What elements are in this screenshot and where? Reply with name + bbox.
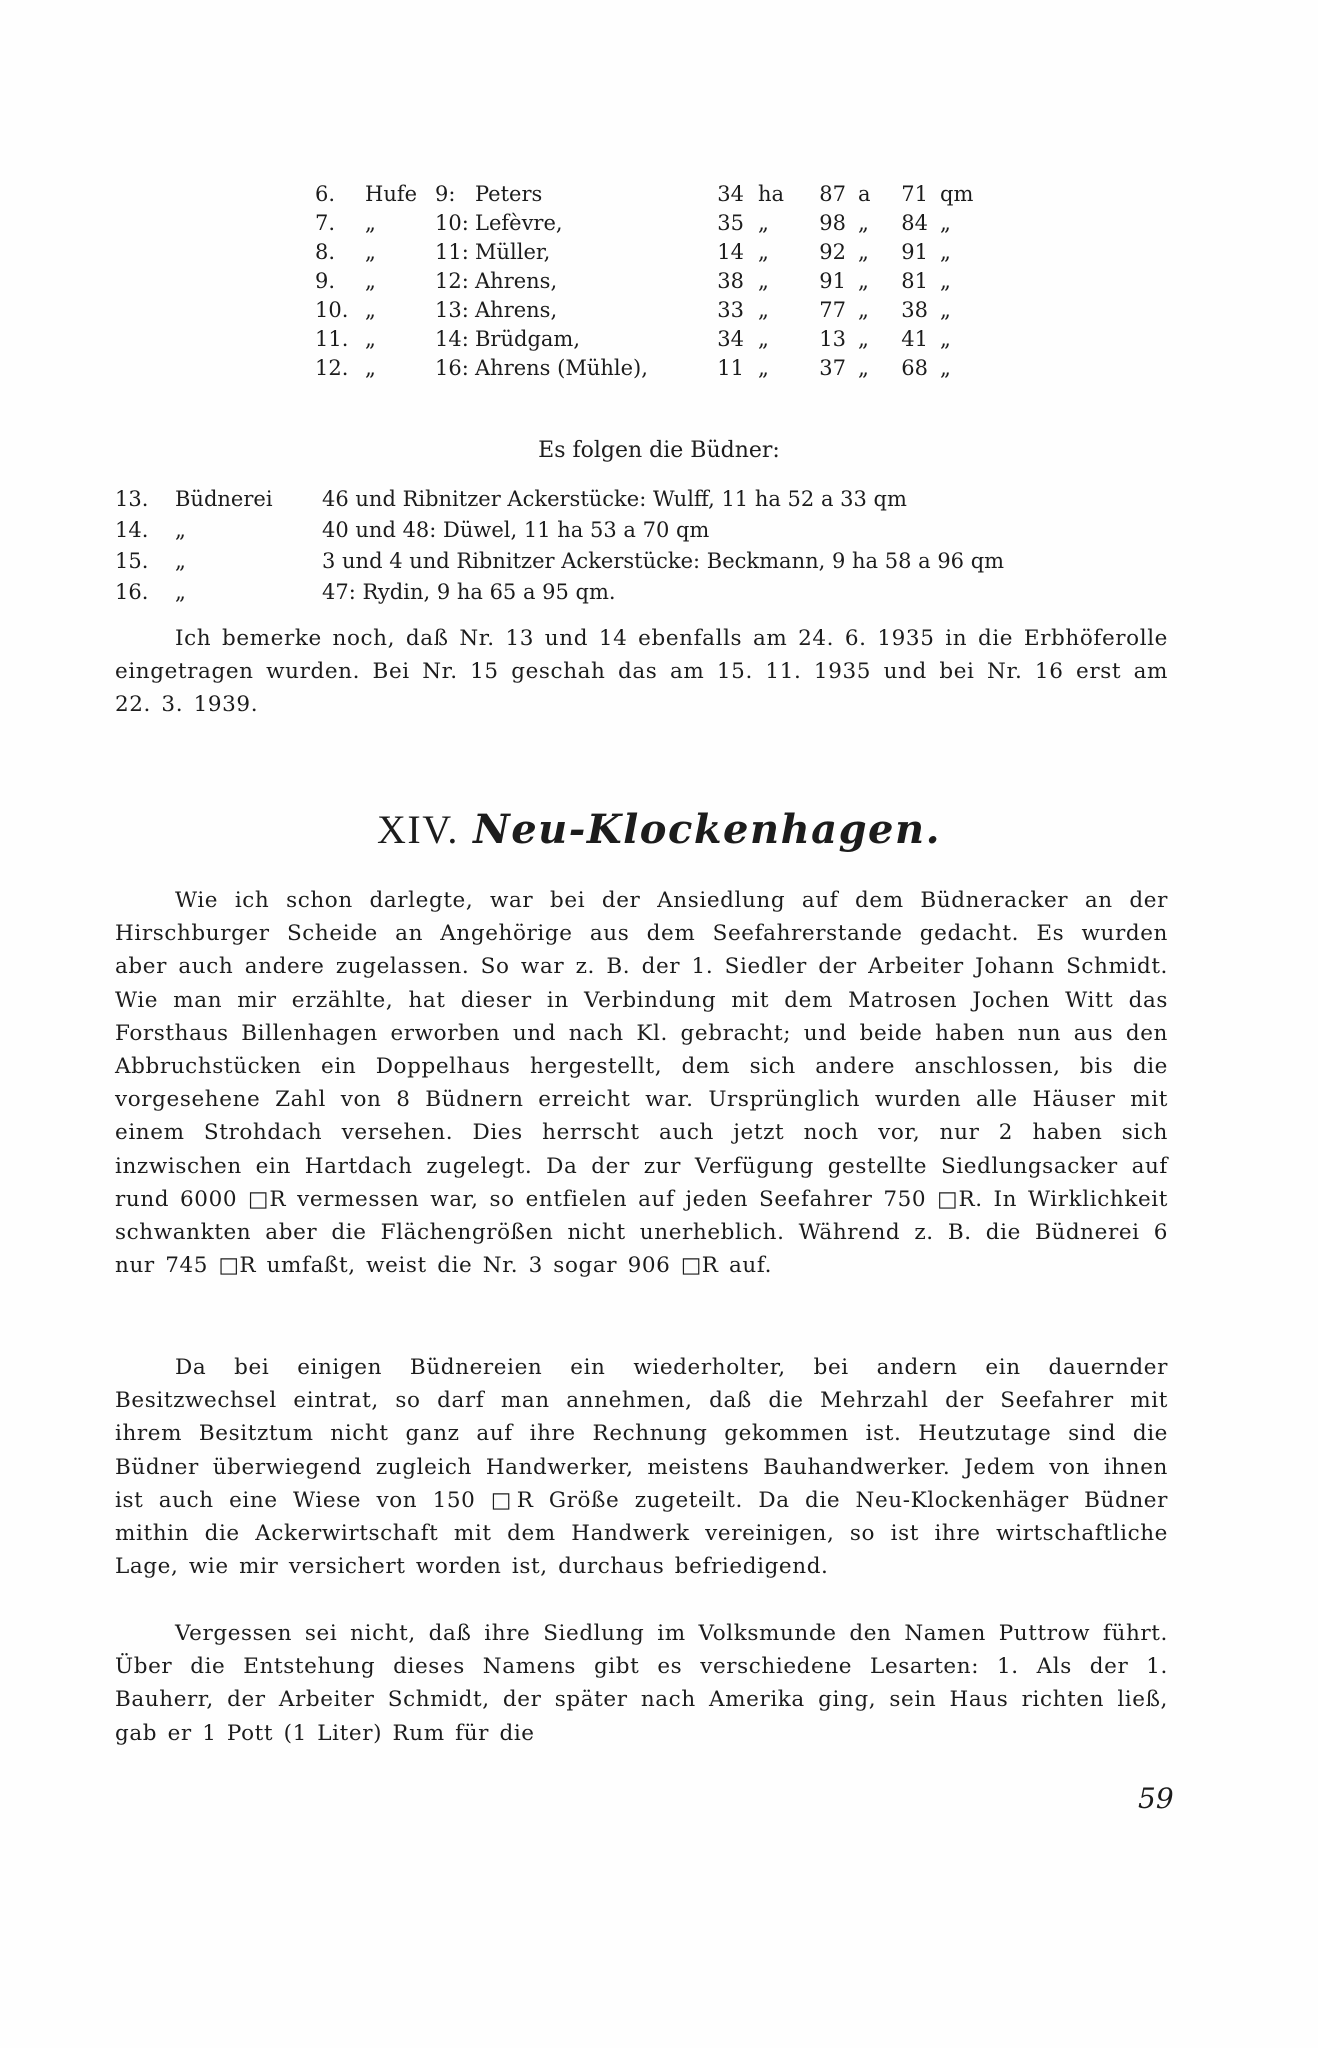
buedner-row (0, 546, 1318, 577)
body-paragraph-1: Wie ich schon darlegte, war bei der Ansiedlung auf dem Büdneracker an der Hirschburger Scheide an Angehörige aus dem Seefahrerstande gedacht. Es wurden aber auch andere zugelassen. So war z. B. der 1. Siedler der Arbeiter Johann Schmidt. Wie man mir erzählte, hat dieser in Verbindung mit dem Matrosen Jochen Witt das Forsthaus Billenhagen erworben und nach Kl. gebracht; und beide haben nun aus den Abbruchstücken ein Doppelhaus hergestellt, dem sich andere anschlossen, bis die vorgesehene Zahl von 8 Büdnern erreicht war. Ursprünglich wurden alle Häuser mit einem Strohdach versehen. Dies herrscht auch jetzt noch vor, nur 2 haben sich inzwischen ein Hartdach zugelegt. Da der zur Verfügung gestellte Siedlungsacker auf rund 6000 □R vermessen war, so entfielen auf jeden Seefahrer 750 □R. In Wirklichkeit schwankten aber die Flächengrößen nicht unerheblich. Während z. B. die Büdnerei 6 nur 745 □R umfaßt, weist die Nr. 3 sogar 906 □R auf. (115, 888, 1168, 1279)
buedner-heading: Es folgen die Büdner: (538, 438, 780, 463)
hufe-cell-hufe: „ (365, 211, 376, 235)
hufe-cell-qm: 91 (901, 240, 928, 264)
hufe-cell-nr: 14: (435, 327, 469, 351)
hufe-cell-ha-unit: „ (758, 327, 769, 351)
hufe-cell-qm-unit: „ (940, 211, 951, 235)
hufe-cell-ha-unit: „ (758, 356, 769, 380)
hufe-cell-a-unit: „ (858, 356, 869, 380)
body-paragraph-2: Da bei einigen Büdnereien ein wiederholter, bei andern ein dauernder Besitzwechsel eintrat, so darf man annehmen, daß die Mehrzahl der Seefahrer mit ihrem Besitztum nicht ganz auf ihre Rechnung gekommen ist. Heutzutage sind die Büdner überwiegend zugleich Handwerker, meistens Bauhandwerker. Jedem von ihnen ist auch eine Wiese von 150 □R Größe zugeteilt. Da die Neu-Klockenhäger Büdner mithin die Ackerwirtschaft mit dem Handwerk vereinigen, so ist ihre wirtschaftliche Lage, wie mir versichert worden ist, durchaus befriedigend. (115, 1355, 1168, 1580)
hufe-cell-qm-unit: „ (940, 356, 951, 380)
hufe-cell-no: 9. (315, 269, 336, 293)
hufe-cell-ha: 11 (717, 356, 744, 380)
hufe-cell-a: 13 (819, 327, 846, 351)
hufe-cell-ha-unit: „ (758, 269, 769, 293)
chapter-heading (0, 806, 1318, 853)
buedner-no: 14. (115, 518, 149, 542)
buedner-no: 13. (115, 487, 149, 511)
hufe-cell-a-unit: „ (858, 240, 869, 264)
hufe-cell-hufe: „ (365, 356, 376, 380)
buedner-label: „ (175, 518, 186, 542)
buedner-no: 16. (115, 580, 149, 604)
hufe-cell-a-unit: „ (858, 269, 869, 293)
hufe-cell-qm-unit: „ (940, 240, 951, 264)
hufe-cell-no: 12. (315, 356, 349, 380)
hufe-cell-ha: 34 (717, 182, 744, 206)
buedner-row (0, 515, 1318, 546)
hufe-cell-a: 87 (819, 182, 846, 206)
hufe-cell-no: 11. (315, 327, 349, 351)
hufe-cell-nr: 16: (435, 356, 469, 380)
hufe-cell-a-unit: a (858, 182, 871, 206)
hufe-cell-no: 7. (315, 211, 336, 235)
hufe-row (0, 238, 1318, 267)
hufe-cell-qm-unit: „ (940, 327, 951, 351)
hufe-cell-nr: 10: (435, 211, 469, 235)
buedner-no: 15. (115, 549, 149, 573)
hufe-cell-ha-unit: „ (758, 240, 769, 264)
hufe-cell-nr: 11: (435, 240, 469, 264)
hufe-cell-hufe: Hufe (365, 182, 418, 206)
hufe-row (0, 325, 1318, 354)
hufe-cell-hufe: „ (365, 327, 376, 351)
hufe-cell-ha: 33 (717, 298, 744, 322)
hufe-cell-name: Brüdgam, (475, 327, 580, 351)
hufe-cell-ha: 34 (717, 327, 744, 351)
hufe-cell-hufe: „ (365, 298, 376, 322)
buedner-row (0, 577, 1318, 608)
hufe-row (0, 209, 1318, 238)
hufe-cell-no: 8. (315, 240, 336, 264)
hufe-cell-name: Ahrens, (475, 298, 558, 322)
hufe-cell-hufe: „ (365, 269, 376, 293)
hufe-row (0, 354, 1318, 383)
hufe-cell-qm: 84 (901, 211, 928, 235)
hufe-cell-ha: 14 (717, 240, 744, 264)
hufe-cell-name: Lefèvre, (475, 211, 563, 235)
hufe-cell-ha: 35 (717, 211, 744, 235)
hufe-cell-qm-unit: „ (940, 298, 951, 322)
buedner-text: 46 und Ribnitzer Ackerstücke: Wulff, 11 ha 52 a 33 qm (322, 487, 907, 511)
hufe-cell-a: 98 (819, 211, 846, 235)
hufe-cell-name: Müller, (475, 240, 551, 264)
hufe-cell-ha-unit: ha (758, 182, 785, 206)
hufe-cell-qm: 81 (901, 269, 928, 293)
hufe-cell-a-unit: „ (858, 327, 869, 351)
hufe-cell-qm: 71 (901, 182, 928, 206)
hufe-cell-qm-unit: „ (940, 269, 951, 293)
hufe-cell-nr: 12: (435, 269, 469, 293)
hufe-cell-a-unit: „ (858, 298, 869, 322)
hufe-cell-name: Ahrens, (475, 269, 558, 293)
hufe-cell-ha: 38 (717, 269, 744, 293)
hufe-cell-nr: 13: (435, 298, 469, 322)
hufe-cell-name: Ahrens (Mühle), (475, 356, 648, 380)
buedner-label: Büdnerei (175, 487, 273, 511)
hufe-cell-a: 37 (819, 356, 846, 380)
hufe-cell-a-unit: „ (858, 211, 869, 235)
buedner-label: „ (175, 549, 186, 573)
hufe-cell-a: 91 (819, 269, 846, 293)
hufe-cell-a: 77 (819, 298, 846, 322)
hufe-cell-nr: 9: (435, 182, 456, 206)
chapter-number: XIV. (376, 807, 459, 852)
buedner-row (0, 484, 1318, 515)
hufe-cell-qm: 41 (901, 327, 928, 351)
page-number: 59 (1138, 1782, 1174, 1815)
hufe-row (0, 180, 1318, 209)
note-paragraph: Ich bemerke noch, daß Nr. 13 und 14 ebenfalls am 24. 6. 1935 in die Erbhöferolle eingetragen wurden. Bei Nr. 15 geschah das am 15. 11. 1935 und bei Nr. 16 erst am 22. 3. 1939. (115, 626, 1168, 718)
chapter-title: Neu-Klockenhagen. (473, 806, 942, 853)
hufe-cell-qm: 38 (901, 298, 928, 322)
hufe-row (0, 296, 1318, 325)
buedner-text: 47: Rydin, 9 ha 65 a 95 qm. (322, 580, 616, 604)
hufe-cell-a: 92 (819, 240, 846, 264)
body-paragraph-3: Vergessen sei nicht, daß ihre Siedlung im Volksmunde den Namen Puttrow führt. Über die Entstehung dieses Namens gibt es verschiedene Lesarten: 1. Als der 1. Bauherr, der Arbeiter Schmidt, der später nach Amerika ging, sein Haus richten ließ, gab er 1 Pott (1 Liter) Rum für die (115, 1621, 1168, 1746)
buedner-text: 40 und 48: Düwel, 11 ha 53 a 70 qm (322, 518, 710, 542)
buedner-label: „ (175, 580, 186, 604)
hufe-cell-name: Peters (475, 182, 543, 206)
hufe-cell-ha-unit: „ (758, 211, 769, 235)
hufe-cell-qm-unit: qm (940, 182, 974, 206)
hufe-cell-ha-unit: „ (758, 298, 769, 322)
hufe-row (0, 267, 1318, 296)
hufe-cell-qm: 68 (901, 356, 928, 380)
hufe-cell-no: 6. (315, 182, 336, 206)
hufe-cell-hufe: „ (365, 240, 376, 264)
hufe-cell-no: 10. (315, 298, 349, 322)
buedner-text: 3 und 4 und Ribnitzer Ackerstücke: Beckmann, 9 ha 58 a 96 qm (322, 549, 1005, 573)
